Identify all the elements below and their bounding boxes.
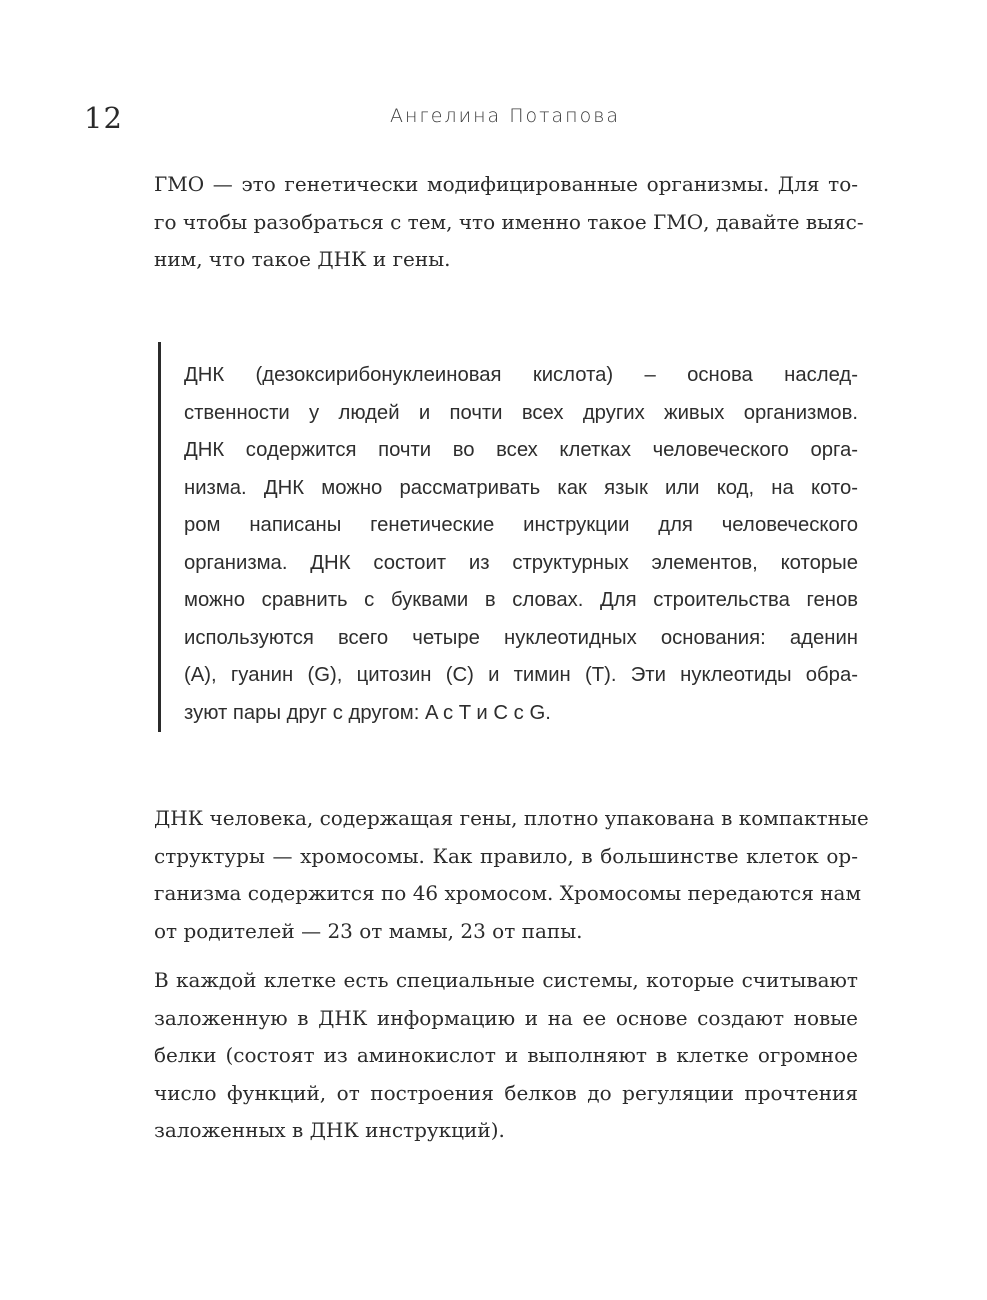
text-line: можно сравнить с буквами в словах. Для строительства генов (184, 589, 858, 611)
running-header-author: Ангелина Потапова (389, 105, 620, 127)
proteins-paragraph (154, 962, 858, 1150)
text-line: структуры — хромосомы. Как правило, в большинстве клеток ор- (154, 843, 858, 868)
text-line: ром написаны генетические инструкции для человеческого (184, 514, 858, 536)
text-line: от родителей — 23 от мамы, 23 от папы. (154, 918, 583, 943)
text-line: ственности у людей и почти всех других живых организмов. (184, 401, 858, 424)
text-line: В каждой клетке есть специальные системы, которые считывают (154, 968, 858, 992)
text-line: заложенных в ДНК инструкций). (154, 1118, 505, 1142)
text-line: ГМО — это генетически модифицированные организмы. Для то- (154, 172, 858, 196)
chromosomes-paragraph (154, 800, 869, 950)
text-line: используются всего четыре нуклеотидных основания: аденин (184, 626, 858, 649)
text-line: ним, что такое ДНК и гены. (154, 247, 451, 271)
text-line: заложенную в ДНК информацию и на ее основе создают новые (154, 1005, 858, 1030)
page-number: 12 (84, 101, 123, 135)
callout-text (184, 357, 858, 732)
text-line: низма. ДНК можно рассматривать как язык или код, на кото- (184, 476, 858, 499)
text-line: (A), гуанин (G), цитозин (C) и тимин (T). Эти нуклеотиды обра- (184, 664, 858, 686)
text-line: зуют пары друг с другом: A с T и C с G. (184, 701, 551, 724)
intro-paragraph (154, 166, 864, 279)
text-line: число функций, от построения белков до регуляции прочтения (154, 1080, 858, 1105)
text-line: ДНК содержится почти во всех клетках человеческого орга- (184, 439, 858, 461)
text-line: ДНК (дезоксирибонуклеиновая кислота) – основа наслед- (184, 364, 858, 386)
text-line: го чтобы разобраться с тем, что именно такое ГМО, давайте выяс- (154, 209, 864, 234)
text-line: ганизма содержится по 46 хромосом. Хромосомы передаются нам (154, 881, 862, 905)
text-line: организма. ДНК состоит из структурных элементов, которые (184, 551, 858, 574)
text-line: ДНК человека, содержащая гены, плотно упакована в компактные (154, 806, 869, 830)
text-line: белки (состоят из аминокислот и выполняют в клетке огромное (154, 1043, 858, 1067)
callout-left-rule (158, 342, 161, 732)
body-after-callout (154, 800, 869, 1150)
dna-callout-box (158, 342, 858, 732)
